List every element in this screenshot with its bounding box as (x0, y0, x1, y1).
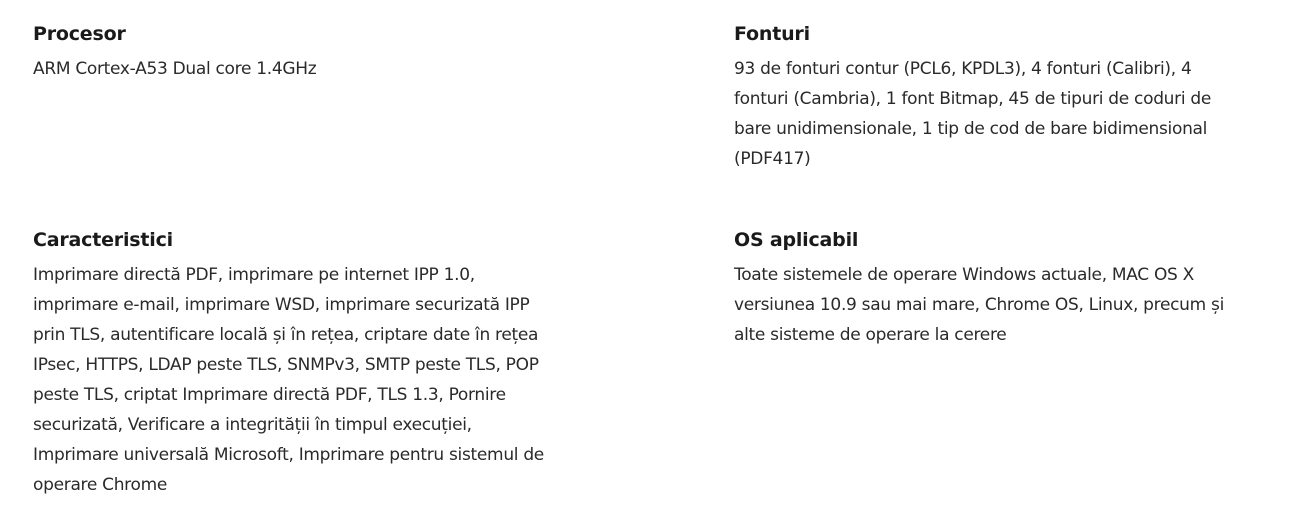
spec-value: 93 de fonturi contur (PCL6, KPDL3), 4 fonturi (Calibri), 4 fonturi (Cambria), 1 font Bitmap, 45 de tipuri de coduri de bare unidimensionale, 1 tip de cod de bare bidimensional (PDF417) (734, 59, 1212, 169)
spec-title: Fonturi (734, 23, 810, 45)
spec-os-aplicabil (734, 228, 1234, 350)
spec-value: Imprimare directă PDF, imprimare pe internet IPP 1.0, imprimare e-mail, imprimare WSD, imprimare securizată IPP prin TLS, autentificare locală și în rețea, criptare date în rețea IPsec, HTTPS, LDAP peste TLS, SNMPv3, SMTP peste TLS, POP peste TLS, criptat Imprimare directă PDF, TLS 1.3, Pornire securizată, Verificare a integrității în timpul execuției, Imprimare universală Microsoft, Imprimare pentru sistemul de operare Chrome (33, 265, 544, 495)
spec-caracteristici (33, 228, 558, 500)
spec-value: Toate sistemele de operare Windows actuale, MAC OS X versiunea 10.9 sau mai mare, Chrome OS, Linux, precum și alte sisteme de operare la cerere (734, 265, 1224, 345)
spec-title: Procesor (33, 23, 126, 45)
spec-procesor (33, 22, 563, 84)
spec-value: ARM Cortex-A53 Dual core 1.4GHz (33, 59, 317, 79)
spec-fonturi (734, 22, 1234, 174)
spec-title: OS aplicabil (734, 229, 859, 251)
spec-title: Caracteristici (33, 229, 173, 251)
